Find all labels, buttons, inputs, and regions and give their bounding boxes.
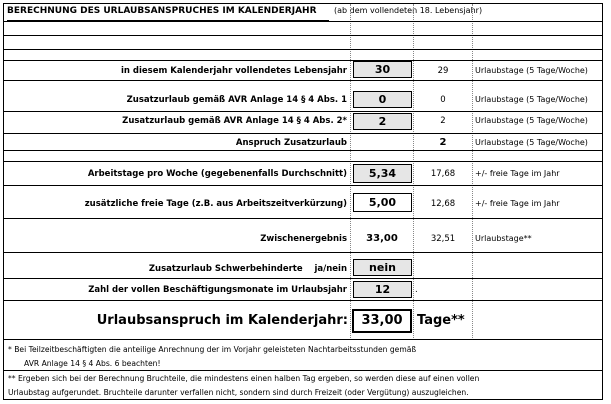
subtotal-note: Urlaubstage**	[475, 234, 532, 243]
column-separator	[350, 4, 351, 338]
extra1-note: Urlaubstage (5 Tage/Woche)	[475, 95, 588, 104]
extra2-input[interactable]: 2	[353, 113, 412, 130]
row-divider	[4, 21, 603, 22]
age-label: in diesem Kalenderjahr vollendetes Lebensjahr	[120, 66, 347, 76]
freedays-label: zusätzliche freie Tage (z.B. aus Arbeitszeitverkürzung)	[84, 199, 347, 209]
row-divider	[4, 218, 603, 219]
extra1-input[interactable]: 0	[353, 91, 412, 108]
row-divider	[4, 60, 603, 61]
row-divider	[4, 339, 603, 340]
age-input[interactable]: 30	[353, 61, 412, 78]
disabled-select[interactable]: nein	[353, 259, 412, 276]
sheet-subtitle: (ab dem vollendeten 18. Lebensjahr)	[334, 6, 483, 15]
footnote-2-line-1: ** Ergeben sich bei der Berechnung Bruchteile, die mindestens einen halben Tag ergeben, so werden diese auf einen vollen	[8, 374, 480, 383]
subtotal-value: 33,00	[366, 233, 398, 244]
claim-extra-result: 2	[439, 137, 447, 148]
extra1-label: Zusatzurlaub gemäß AVR Anlage 14 § 4 Abs. 1	[126, 95, 347, 105]
subtotal-label: Zwischenergebnis	[260, 234, 347, 244]
months-dot: .	[415, 285, 418, 295]
row-divider	[4, 150, 603, 151]
column-separator	[413, 4, 414, 338]
workdays-input[interactable]: 5,34	[353, 164, 412, 183]
freedays-result: 12,68	[430, 199, 456, 209]
row-divider	[4, 80, 603, 81]
row-divider	[4, 49, 603, 50]
age-note: Urlaubstage (5 Tage/Woche)	[475, 66, 588, 75]
extra1-result: 0	[440, 95, 446, 105]
total-label: Urlaubsanspruch im Kalenderjahr:	[96, 313, 348, 328]
disabled-label: Zusatzurlaub Schwerbehinderte ja/nein	[148, 264, 347, 274]
row-divider	[4, 185, 603, 186]
workdays-label: Arbeitstage pro Woche (gegebenenfalls Durchschnitt)	[87, 169, 347, 179]
subtotal-result: 32,51	[430, 234, 456, 244]
claim-extra-note: Urlaubstage (5 Tage/Woche)	[475, 138, 588, 147]
footnote-1-line-2: AVR Anlage 14 § 4 Abs. 6 beachten!	[24, 359, 161, 368]
row-divider	[4, 133, 603, 134]
months-input[interactable]: 12	[353, 281, 412, 298]
total-value: 33,00	[352, 309, 412, 333]
workdays-note: +/- freie Tage im Jahr	[475, 169, 560, 178]
freedays-input[interactable]: 5,00	[353, 193, 412, 212]
row-divider	[4, 252, 603, 253]
column-separator	[472, 4, 473, 338]
extra2-result: 2	[440, 116, 446, 126]
footnote-2-line-2: Urlaubstag aufgerundet. Bruchteile darunter verfallen nicht, sondern sind durch Freizeit (oder Vergütung) auszugleichen.	[8, 388, 469, 397]
extra2-note: Urlaubstage (5 Tage/Woche)	[475, 116, 588, 125]
freedays-note: +/- freie Tage im Jahr	[475, 199, 560, 208]
row-divider	[4, 300, 603, 301]
claim-extra-label: Anspruch Zusatzurlaub	[235, 138, 347, 148]
row-divider	[4, 35, 603, 36]
sheet-title: BERECHNUNG DES URLAUBSANSPRUCHES IM KALENDERJAHR	[7, 6, 329, 21]
total-unit: Tage**	[417, 313, 465, 328]
extra2-label: Zusatzurlaub gemäß AVR Anlage 14 § 4 Abs. 2*	[122, 116, 347, 126]
row-divider	[4, 161, 603, 162]
age-result: 29	[437, 66, 449, 76]
footnote-1-line-1: * Bei Teilzeitbeschäftigten die anteilige Anrechnung der im Vorjahr geleisteten Nachtarbeitsstunden gemäß	[8, 345, 417, 354]
months-label: Zahl der vollen Beschäftigungsmonate im Urlaubsjahr	[88, 285, 347, 295]
workdays-result: 17,68	[430, 169, 456, 179]
row-divider	[4, 278, 603, 279]
row-divider	[4, 111, 603, 112]
row-divider	[4, 370, 603, 371]
